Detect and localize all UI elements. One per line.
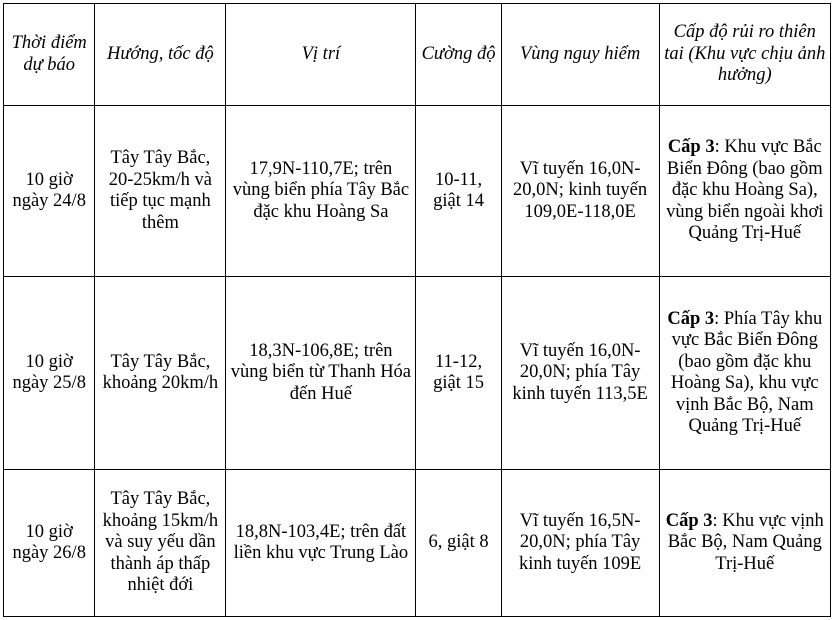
header-position: Vị trí [226,4,416,106]
forecast-table-container [3,3,831,617]
cell-risk-level [659,470,830,617]
cell-danger-zone: Vĩ tuyến 16,0N-20,0N; kinh tuyến 109,0E-118,0E [501,106,659,277]
cell-forecast-time: 10 giờ ngày 26/8 [4,470,95,617]
cell-danger-zone: Vĩ tuyến 16,0N-20,0N; phía Tây kinh tuyến 113,5E [501,277,659,470]
table-row [4,470,831,617]
risk-area-text: : Khu vực vịnh Bắc Bộ, Nam Quảng Trị-Huế [667,510,824,574]
cell-position: 18,8N-103,4E; trên đất liền khu vực Trung Lào [226,470,416,617]
table-row [4,106,831,277]
risk-area-text: : Phía Tây khu vực Bắc Biển Đông (bao gồm đặc khu Hoàng Sa), khu vực vịnh Bắc Bộ, Nam Quảng Trị-Huế [670,308,823,436]
cell-position: 18,3N-106,8E; trên vùng biển từ Thanh Hóa đến Huế [226,277,416,470]
cell-intensity: 10-11, giật 14 [416,106,501,277]
risk-level-label: Cấp 3 [665,510,713,531]
cell-risk-level [659,106,830,277]
risk-level-label: Cấp 3 [667,308,715,329]
storm-forecast-table [3,3,831,617]
cell-position: 17,9N-110,7E; trên vùng biển phía Tây Bắc đặc khu Hoàng Sa [226,106,416,277]
cell-forecast-time: 10 giờ ngày 25/8 [4,277,95,470]
table-row [4,277,831,470]
cell-direction-speed: Tây Tây Bắc, 20-25km/h và tiếp tục mạnh thêm [95,106,226,277]
cell-forecast-time: 10 giờ ngày 24/8 [4,106,95,277]
header-forecast-time: Thời điểm dự báo [4,4,95,106]
risk-level-label: Cấp 3 [667,137,715,158]
header-risk-level: Cấp độ rủi ro thiên tai (Khu vực chịu ảnh hưởng) [659,4,830,106]
cell-intensity: 11-12, giật 15 [416,277,501,470]
header-row [4,4,831,106]
cell-intensity: 6, giật 8 [416,470,501,617]
cell-risk-level [659,277,830,470]
header-intensity: Cường độ [416,4,501,106]
header-direction-speed: Hướng, tốc độ [95,4,226,106]
header-danger-zone: Vùng nguy hiểm [501,4,659,106]
cell-direction-speed: Tây Tây Bắc, khoảng 20km/h [95,277,226,470]
risk-area-text: : Khu vực Bắc Biển Đông (bao gồm đặc khu Hoàng Sa), vùng biển ngoài khơi Quảng Trị-Huế [666,137,824,244]
cell-danger-zone: Vĩ tuyến 16,5N-20,0N; phía Tây kinh tuyến 109E [501,470,659,617]
cell-direction-speed: Tây Tây Bắc, khoảng 15km/h và suy yếu dần thành áp thấp nhiệt đới [95,470,226,617]
